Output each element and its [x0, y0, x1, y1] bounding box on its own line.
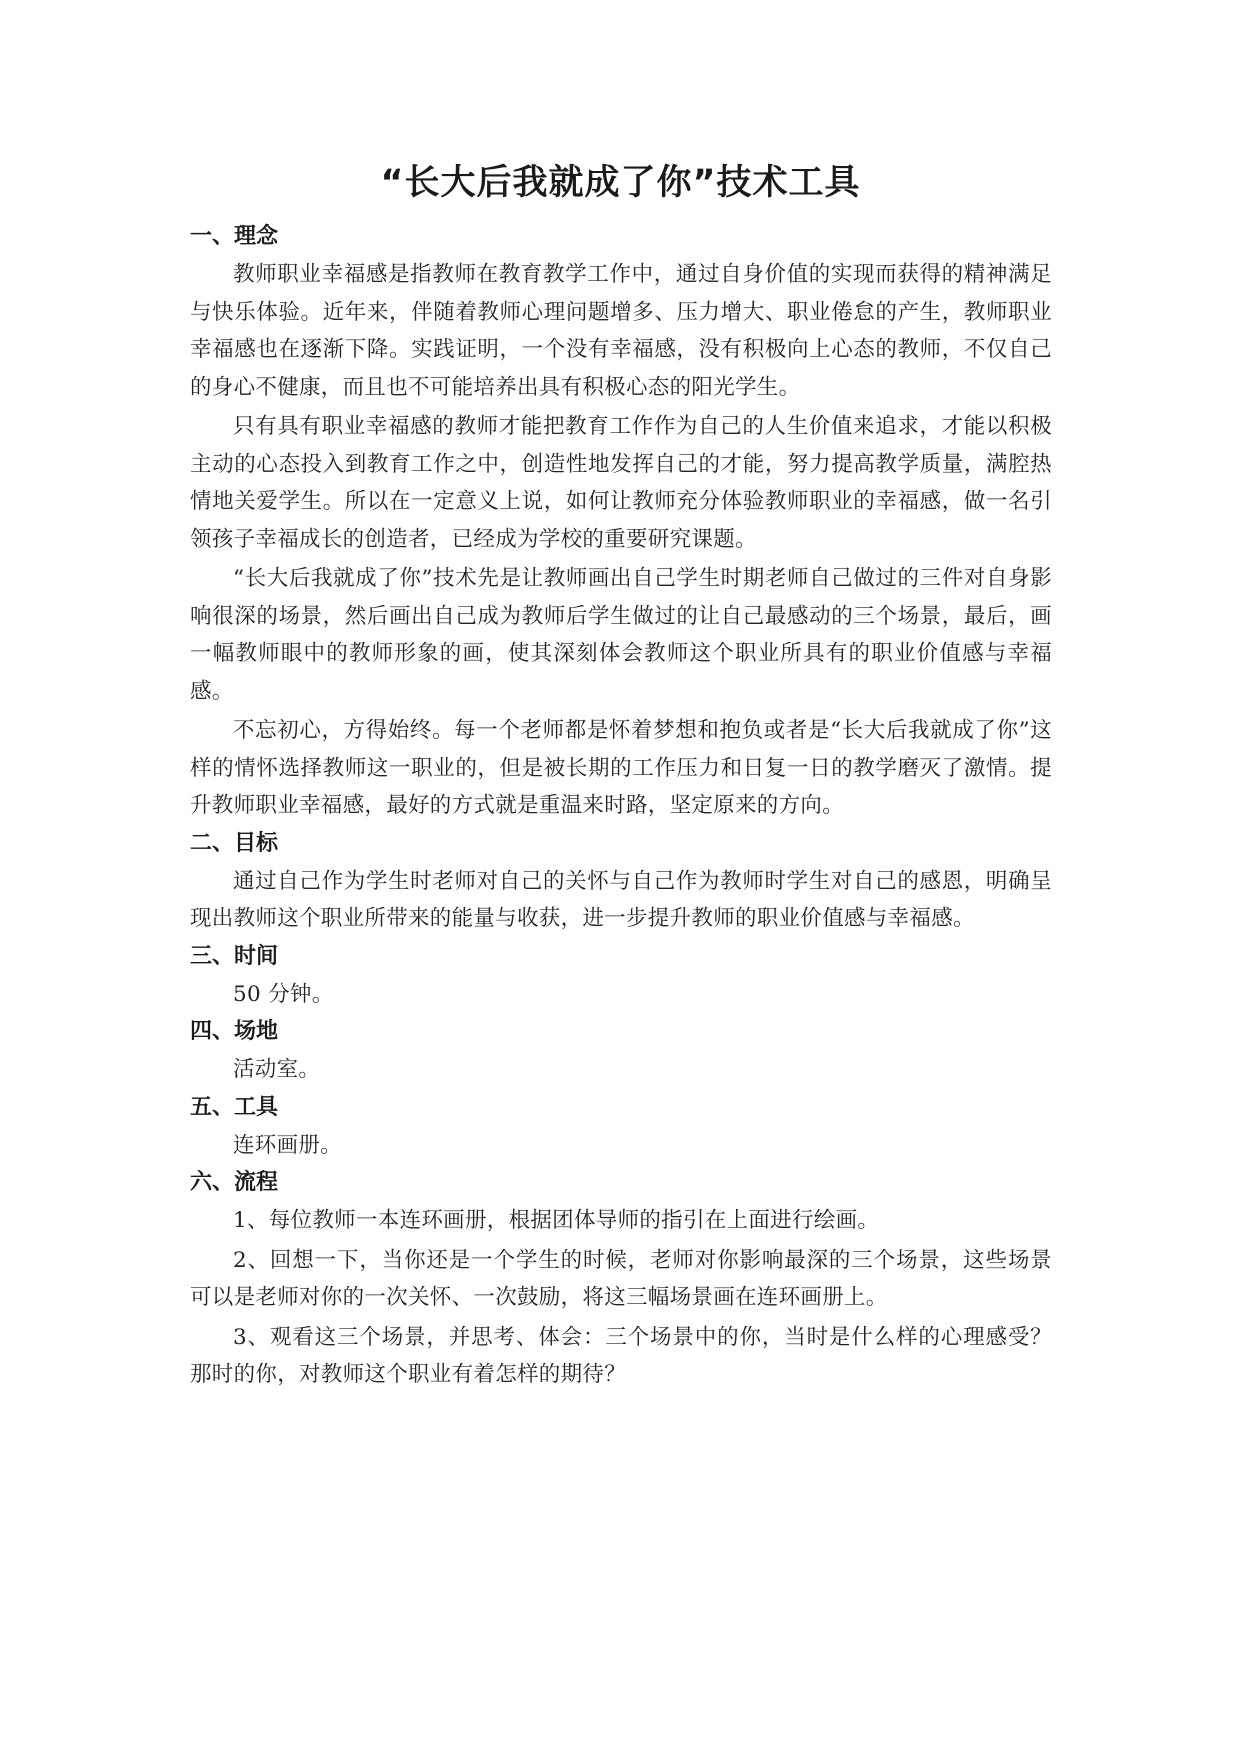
process-step-3: 3、观看这三个场景，并思考、体会：三个场景中的你，当时是什么样的心理感受？那时的你，对教师这个职业有着怎样的期待？	[190, 1324, 1052, 1387]
process-step-1: 1、每位教师一本连环画册，根据团体导师的指引在上面进行绘画。	[233, 1208, 880, 1233]
tools-paragraph: 连环画册。	[233, 1132, 343, 1158]
time-paragraph: 50 分钟。	[233, 981, 334, 1007]
section-heading-process: 六、流程	[190, 1170, 279, 1195]
concept-paragraph-4: 不忘初心，方得始终。每一个老师都是怀着梦想和抱负或者是“长大后我就成了你”这样的情怀选择教师这一职业的，但是被长期的工作压力和日复一日的教学磨灭了激情。提升教师职业幸福感，最好的方式就是重温来时路，坚定原来的方向。	[190, 718, 1052, 818]
venue-paragraph: 活动室。	[233, 1057, 321, 1082]
document-body	[190, 218, 1052, 1394]
goal-paragraph: 通过自己作为学生时老师对自己的关怀与自己作为教师时学生对自己的感恩，明确呈现出教师这个职业所带来的能量与收获，进一步提升教师的职业价值感与幸福感。	[190, 868, 1052, 931]
section-heading-venue: 四、场地	[190, 1019, 279, 1044]
concept-paragraph-1: 教师职业幸福感是指教师在教育教学工作中，通过自身价值的实现而获得的精神满足与快乐体验。近年来，伴随着教师心理问题增多、压力增大、职业倦怠的产生，教师职业幸福感也在逐渐下降。实践证明，一个没有幸福感，没有积极向上心态的教师，不仅自己的身心不健康，而且也不可能培养出具有积极心态的阳光学生。	[190, 262, 1052, 400]
section-heading-goal: 二、目标	[190, 830, 279, 856]
section-heading-tools: 五、工具	[190, 1094, 279, 1120]
process-step-2: 2、回想一下，当你还是一个学生的时候，老师对你影响最深的三个场景，这些场景可以是老师对你的一次关怀、一次鼓励，将这三幅场景画在连环画册上。	[190, 1247, 1052, 1310]
concept-paragraph-3: “长大后我就成了你”技术先是让教师画出自己学生时期老师自己做过的三件对自身影响很深的场景，然后画出自己成为教师后学生做过的让自己最感动的三个场景，最后，画一幅教师眼中的教师形象的画，使其深刻体会教师这个职业所具有的职业价值感与幸福感。	[190, 566, 1052, 704]
page-title: “长大后我就成了你”技术工具	[380, 163, 861, 203]
section-heading-time: 三、时间	[190, 943, 279, 969]
concept-paragraph-2: 只有具有职业幸福感的教师才能把教育工作作为自己的人生价值来追求，才能以积极主动的心态投入到教育工作之中，创造性地发挥自己的才能，努力提高教学质量，满腔热情地关爱学生。所以在一定意义上说，如何让教师充分体验教师职业的幸福感，做一名引领孩子幸福成长的创造者，已经成为学校的重要研究课题。	[190, 414, 1052, 552]
section-heading-concept: 一、理念	[190, 224, 279, 249]
